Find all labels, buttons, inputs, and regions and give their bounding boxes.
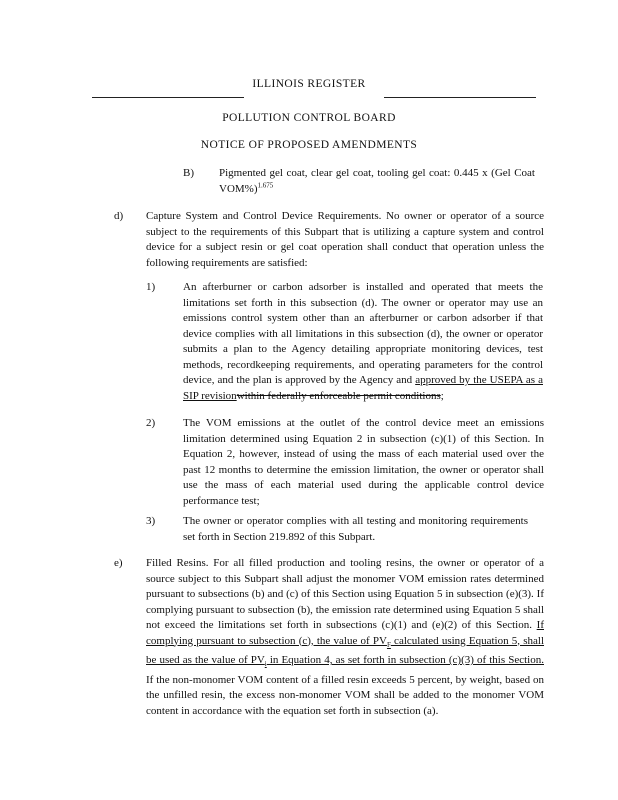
header-rule-right	[384, 97, 536, 98]
item-d3-text: The owner or operator complies with all testing and monitoring requirements set forth in Section 219.892 of this Subpart.	[183, 515, 528, 543]
header-rule-left	[92, 97, 244, 98]
section-e-body: Filled Resins. For all filled production and tooling resins, the owner or operator of a source subject to this Subpart shall adjust the monomer VOM emission rates determined pursuant to subsections (b) and (c) of this Section using Equation 5 in subsection (e)(3). If complying pursuant to subsection (b), the emission rate determined using Equation 5 shall not exceed the limitations set forth in subsections (c)(1) and (e)(2) of this Section.	[146, 557, 544, 631]
item-d2-text: The VOM emissions at the outlet of the control device meet an emissions limitation determined using Equation 2 in subsection (c)(1) of this Section. In Equation 2, however, instead of using the mass of each material used over the past 12 months to determine the emission limitation, the owner or operator shall use the mass of each material used during the applicable control device performance test;	[183, 417, 544, 507]
section-e-end: If the non-monomer VOM content of a filled resin exceeds 5 percent, by weight, based on the unfilled resin, the excess non-monomer VOM shall be added to the monomer VOM content in accordance with the equation set forth in subsection (a).	[146, 673, 544, 717]
section-e-inserted-3: in Equation 4, as set forth in subsection (c)(3) of this Section.	[266, 654, 544, 667]
item-b-body: Pigmented gel coat, clear gel coat, tooling gel coat: 0.445 x (Gel Coat VOM%)	[219, 167, 535, 195]
section-e-inserted-2: calculated using Equation 5, shall be used as the value of PV	[146, 634, 545, 667]
section-e-sub-f: F	[386, 640, 391, 649]
board-title: POLLUTION CONTROL BOARD	[222, 112, 396, 124]
item-d3-label: 3)	[146, 515, 156, 527]
item-d2-label: 2)	[146, 417, 156, 429]
section-d-label: d)	[114, 210, 124, 222]
item-d1-label: 1)	[146, 281, 156, 293]
item-d1-text	[183, 280, 543, 404]
item-b-superscript: 1.675	[257, 180, 274, 189]
section-e-label: e)	[114, 557, 123, 569]
item-b-text	[219, 166, 535, 197]
item-d1-end: ;	[440, 389, 444, 402]
item-d1-deleted-text: within federally enforceable permit conditions	[236, 389, 441, 402]
item-d1-inserted-text: approved by the USEPA as a SIP revision	[183, 374, 543, 402]
section-e-inserted-1: If complying pursuant to subsection (c), the value of PV	[146, 619, 544, 647]
item-b-label: B)	[183, 167, 194, 179]
register-title: ILLINOIS REGISTER	[252, 78, 366, 90]
notice-title: NOTICE OF PROPOSED AMENDMENTS	[200, 139, 418, 151]
section-e-sub-i: i	[264, 660, 267, 669]
section-e-text	[146, 556, 544, 719]
section-d-text: Capture System and Control Device Requirements. No owner or operator of a source subject to the requirements of this Subpart that is utilizing a capture system and control device for a subject resin or gel coat operation shall conduct that operation unless the following requirements are satisfied:	[146, 210, 544, 269]
item-d1-body: An afterburner or carbon adsorber is installed and operated that meets the limitations set forth in this subsection (d). The owner or operator may use an emissions control system other than an afterburner or carbon adsorber if that device complies with all limitations in this subsection (d), the owner or operator submits a plan to the Agency detailing appropriate monitoring devices, test methods, recordkeeping requirements, and operating parameters for the control device, and the plan is approved by the Agency and	[183, 281, 543, 386]
